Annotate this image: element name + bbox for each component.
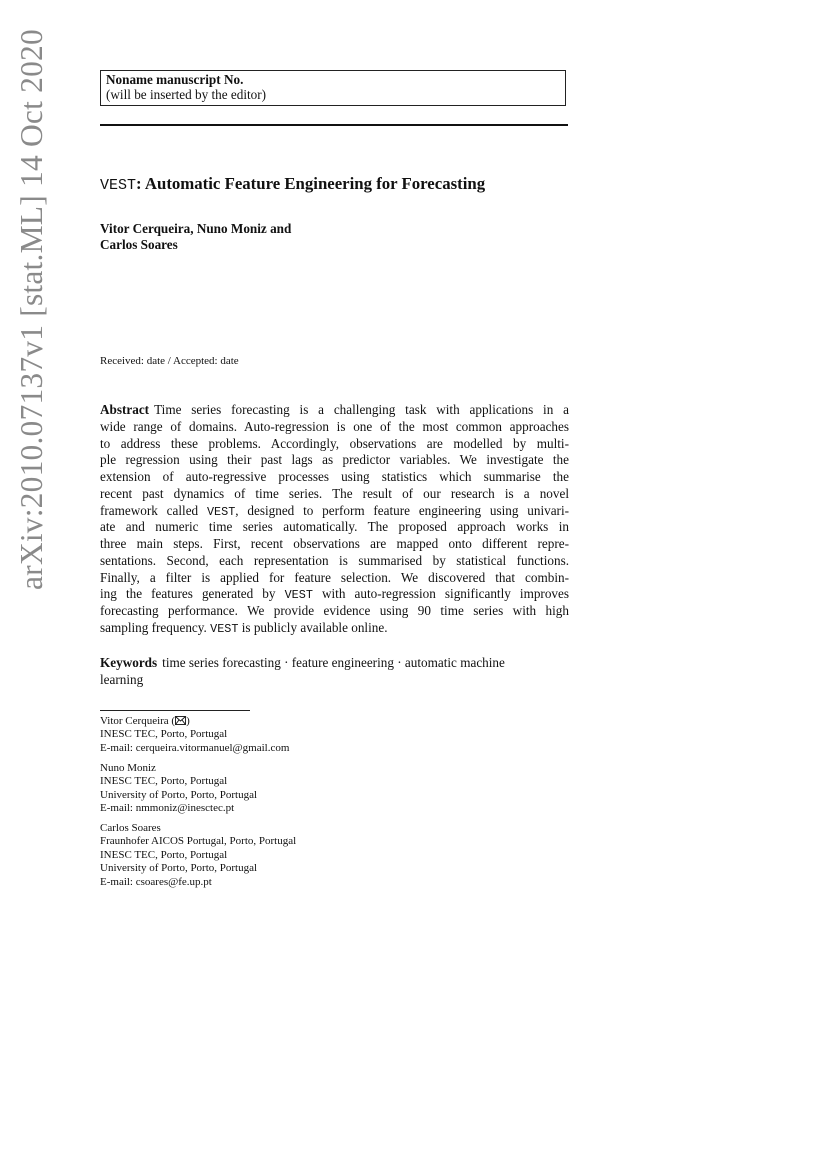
received-date: Received: date / Accepted: date	[100, 355, 239, 367]
manuscript-number: Noname manuscript No.	[106, 72, 244, 87]
abstract-line: three main steps. First, recent observations are mapped onto different repre-	[100, 536, 569, 551]
affiliation-line: INESC TEC, Porto, Portugal	[100, 728, 228, 741]
authors-line-1: Vitor Cerqueira, Nuno Moniz and	[100, 221, 292, 236]
paper-title	[100, 174, 620, 194]
affiliation-cerqueira	[100, 715, 500, 755]
footnote-rule	[100, 710, 250, 711]
authors-line-2: Carlos Soares	[100, 237, 178, 252]
title-text: : Automatic Feature Engineering for Forecasting	[136, 174, 486, 193]
author-list	[100, 221, 500, 253]
abstract-line: Finally, a filter is applied for feature selection. We discovered that combin-	[100, 569, 569, 585]
affiliation-email: E-mail: csoares@fe.up.pt	[100, 875, 212, 888]
affiliation-moniz	[100, 762, 500, 816]
affiliation-line: University of Porto, Porto, Portugal	[100, 862, 258, 875]
affiliation-line: INESC TEC, Porto, Portugal	[100, 775, 228, 788]
abstract	[100, 402, 569, 637]
manuscript-note: (will be inserted by the editor)	[106, 87, 267, 102]
vest-code: VEST	[284, 588, 313, 603]
abstract-line: ing the features generated by VEST with auto-regression significantly improves	[100, 586, 569, 603]
abstract-line: to address these problems. Accordingly, observations are modelled by multi-	[100, 435, 569, 451]
affiliation-email: E-mail: nmmoniz@inesctec.pt	[100, 802, 235, 815]
affiliation-name: Vitor Cerqueira ( )	[100, 715, 190, 727]
affiliation-email: E-mail: cerqueira.vitormanuel@gmail.com	[100, 741, 290, 754]
affiliation-name: Nuno Moniz	[100, 762, 156, 774]
abstract-line: framework called VEST, designed to perform feature engineering using univari-	[100, 502, 569, 519]
abstract-line: recent past dynamics of time series. The result of our research is a novel	[100, 485, 569, 501]
abstract-line: wide range of domains. Auto-regression is one of the most common approaches	[100, 418, 569, 434]
manuscript-box	[100, 70, 566, 106]
affiliation-line: University of Porto, Porto, Portugal	[100, 788, 258, 801]
abstract-line: sampling frequency. VEST is publicly available online.	[100, 619, 388, 636]
abstract-line: Abstract Time series forecasting is a challenging task with applications in a	[100, 402, 569, 417]
abstract-line: ple regression using their past lags as predictor variables. We investigate the	[100, 452, 569, 468]
title-acronym: VEST	[100, 177, 137, 194]
envelope-icon	[175, 716, 186, 725]
affiliation-soares	[100, 822, 500, 889]
abstract-line: ate and numeric time series automatically. The proposed approach works in	[100, 519, 569, 535]
keywords-heading: Keywords	[100, 655, 158, 670]
affiliation-name: Carlos Soares	[100, 822, 161, 834]
affiliation-line: Fraunhofer AICOS Portugal, Porto, Portugal	[100, 835, 297, 848]
affiliation-line: INESC TEC, Porto, Portugal	[100, 848, 228, 861]
keywords-line: Keywords time series forecasting · feature engineering · automatic machine	[100, 655, 505, 670]
arxiv-stamp	[12, 29, 52, 590]
abstract-heading: Abstract	[100, 402, 150, 417]
abstract-line: extension of auto-regressive processes using statistics which summarise the	[100, 469, 569, 484]
vest-code: VEST	[210, 621, 239, 636]
abstract-line: sentations. Second, each representation is summarised by statistical functions.	[100, 552, 569, 568]
abstract-line: forecasting performance. We provide evidence using 90 time series with high	[100, 603, 569, 618]
keywords	[100, 655, 569, 689]
keywords-line: learning	[100, 671, 144, 687]
header-rule	[100, 124, 568, 126]
vest-code: VEST	[206, 504, 236, 519]
arxiv-id: arXiv:2010.07137v1 [stat.ML] 14 Oct 2020	[14, 29, 49, 590]
